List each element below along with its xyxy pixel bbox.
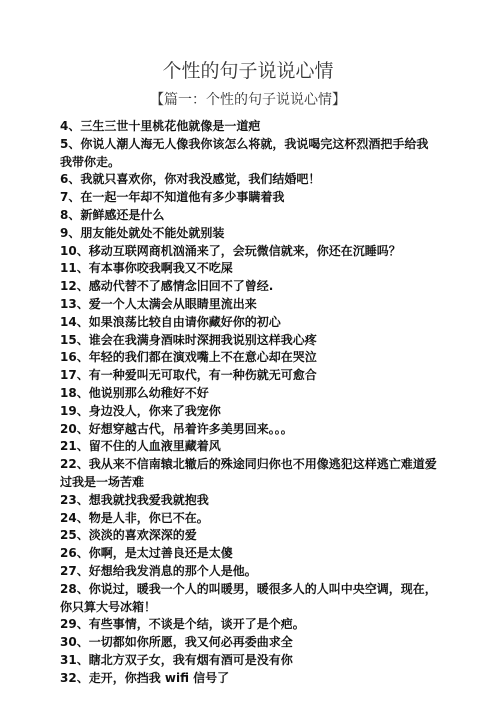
list-item: 24、物是人非，你已不在。 xyxy=(60,510,209,525)
list-item: 7、在一起一年却不知道他有多少事瞒着我 xyxy=(60,190,285,205)
list-item: 20、好想穿越古代，吊着许多美男回来。。。 xyxy=(60,421,293,436)
list-item: 13、爱一个人太满会从眼睛里流出来 xyxy=(60,296,257,311)
section-heading: 【篇一：个性的句子说说心情】 xyxy=(150,92,346,108)
list-item: 12、感动代替不了感情念旧回不了曾经. xyxy=(60,279,274,294)
list-item: 17、有一种爱叫无可取代，有一种伤就无可愈合 xyxy=(60,368,317,383)
list-item: 23、想我就找我爱我就抱我 xyxy=(60,492,209,507)
list-item: 30、一切都如你所愿，我又何必再委曲求全 xyxy=(60,635,293,650)
list-item: 28、你说过，暖我一个人的叫暖男，暖很多人的人叫中央空调，现在，你只算大号冰箱！ xyxy=(60,581,437,614)
list-item: 9、朋友能处就处不能处就别装 xyxy=(60,225,225,240)
list-item: 10、移动互联网商机汹涌来了，会玩微信就来，你还在沉睡吗？ xyxy=(60,243,401,258)
list-item: 15、谁会在我满身酒味时深拥我说别这样我心疼 xyxy=(60,332,317,347)
list-item: 6、我就只喜欢你，你对我没感觉，我们结婚吧！ xyxy=(60,172,321,187)
list-item: 16、年轻的我们都在演戏嘴上不在意心却在哭泣 xyxy=(60,350,317,365)
list-item: 18、他说别那么幼稚好不好 xyxy=(60,385,209,400)
list-item: 8、新鲜感还是什么 xyxy=(60,207,165,222)
list-item: 29、有些事情，不谈是个结，谈开了是个疤。 xyxy=(60,617,305,632)
list-item: 22、我从来不信南辕北辙后的殊途同归你也不用像逃犯这样逃亡难道爱过我是一场苦难 xyxy=(60,457,437,489)
quote-list xyxy=(60,118,438,688)
list-item: 19、身边没人，你来了我宠你 xyxy=(60,403,221,418)
list-item: 14、如果浪荡比较自由请你藏好你的初心 xyxy=(60,314,281,329)
list-item: 32、走开，你挡我 wifi 信号了 xyxy=(60,670,230,685)
list-item: 11、有本事你咬我啊我又不吃屎 xyxy=(60,261,233,276)
list-item: 27、好想给我发消息的那个人是他。 xyxy=(60,563,257,578)
list-item: 31、瞎北方双子女，我有烟有酒可是没有你 xyxy=(60,652,293,667)
document-title: 个性的句子说说心情 xyxy=(162,60,334,82)
list-item: 25、淡淡的喜欢深深的爱 xyxy=(60,528,197,543)
list-item: 4、三生三世十里桃花他就像是一道疤 xyxy=(60,119,261,133)
list-item: 5、你说人潮人海无人像我你该怎么将就，我说喝完这杯烈酒把手给我我带你走。 xyxy=(60,136,429,169)
list-item: 21、留不住的人血液里藏着风 xyxy=(60,439,221,454)
list-item: 26、你啊，是太过善良还是太傻 xyxy=(60,546,233,561)
